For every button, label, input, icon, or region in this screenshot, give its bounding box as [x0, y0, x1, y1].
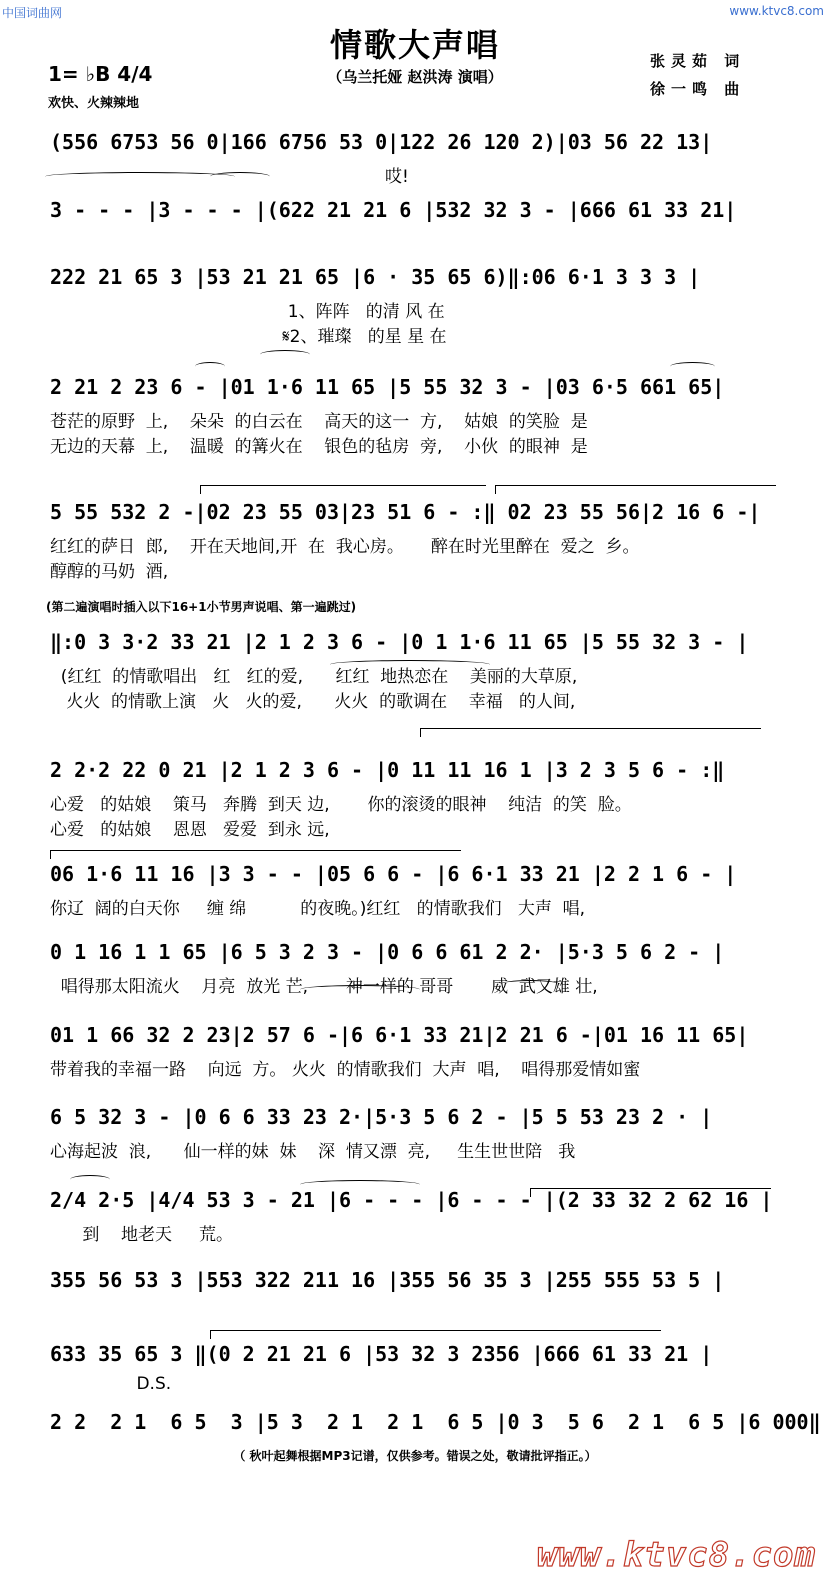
volta-bracket [210, 1330, 661, 1339]
notation-line: ‖:0 3 3·2 33 21 |2 1 2 3 6 - |0 1 1·6 11 65 |5 55 32 3 - | [50, 630, 749, 654]
slur-mark [70, 1175, 110, 1184]
lyric-line: 心爱 的姑娘 恩恩 爱爱 到永 远, [50, 820, 330, 840]
site-name-left[interactable]: 中国词曲网 [2, 6, 63, 20]
lyric-line: 哎! [50, 167, 409, 187]
slur-mark [195, 362, 225, 371]
slur-mark [300, 985, 420, 994]
volta-bracket [530, 1188, 771, 1197]
notation-line: 6 5 32 3 - |0 6 6 33 23 2·|5·3 5 6 2 - |5 5 53 23 2 · | [50, 1105, 713, 1129]
key-signature: 1= ♭B 4/4 [48, 62, 153, 86]
lyric-line: 1、阵阵 的清 风 在 [50, 302, 445, 322]
notation-line: 3 - - - |3 - - - |(622 21 21 6 |532 32 3 - |666 61 33 21| [50, 198, 737, 222]
lyric-line: D.S. [50, 1374, 172, 1394]
slur-mark [45, 172, 235, 181]
lyric-line: 苍茫的原野 上, 朵朵 的白云在 高天的这一 方, 姑娘 的笑脸 是 [50, 412, 588, 432]
watermark: www.ktvc8.com [536, 1535, 816, 1575]
notation-line: 2/4 2·5 |4/4 53 3 - 21 |6 - - - |6 - - - |(2 33 32 2 62 16 | [50, 1188, 773, 1212]
lyric-line: 唱得那太阳流火 月亮 放光 芒, 神一样的 哥哥 威 武又雄 壮, [50, 977, 598, 997]
notation-line: 355 56 53 3 |553 322 211 16 |355 56 35 3 |255 555 53 5 | [50, 1268, 725, 1292]
lyric-line: 心海起波 浪, 仙一样的妹 妹 深 情又漂 亮, 生生世世陪 我 [50, 1142, 576, 1162]
lyric-line: 无边的天幕 上, 温暖 的篝火在 银色的毡房 旁, 小伙 的眼神 是 [50, 437, 588, 457]
slur-mark [330, 660, 490, 669]
composer-credit: 徐一鸣 曲 [650, 80, 746, 98]
lyric-line: 红红的萨日 郎, 开在天地间,开 在 我心房。 醉在时光里醉在 爱之 乡。 [50, 537, 640, 557]
notation-line: 06 1·6 11 16 |3 3 - - |05 6 6 - |6 6·1 33 21 |2 2 1 6 - | [50, 862, 737, 886]
notation-line: 2 21 2 23 6 - |01 1·6 11 65 |5 55 32 3 - |03 6·5 661 65| [50, 375, 725, 399]
notation-line: 2 2 2 1 6 5 3 |5 3 2 1 2 1 6 5 |0 3 5 6 2 1 6 5 |6 000‖ [50, 1410, 821, 1434]
volta-bracket [50, 850, 461, 859]
slur-mark [210, 172, 270, 181]
lyricist-credit: 张灵茹 词 [650, 52, 746, 70]
notation-line: 0 1 16 1 1 65 |6 5 3 2 3 - |0 6 6 61 2 2· |5·3 5 6 2 - | [50, 940, 725, 964]
slur-mark [260, 350, 310, 359]
notation-line: 01 1 66 32 2 23|2 57 6 -|6 6·1 33 21|2 21 6 -|01 16 11 65| [50, 1023, 749, 1047]
lyric-line: 你辽 阔的白天你 缠 绵 的夜晚。)红红 的情歌我们 大声 唱, [50, 899, 586, 919]
lyric-line: 火火 的情歌上演 火 火的爱, 火火 的歌调在 幸福 的人间, [50, 692, 576, 712]
performers: （乌兰托娅 赵洪涛 演唱） [327, 68, 503, 86]
slur-mark [500, 980, 560, 989]
lyric-line: 醇醇的马奶 酒, [50, 562, 169, 582]
lyric-line: 带着我的幸福一路 向远 方。 火火 的情歌我们 大声 唱, 唱得那爱情如蜜 [50, 1060, 641, 1080]
song-title: 情歌大声唱 [329, 26, 500, 64]
volta-bracket [495, 485, 776, 494]
performance-note: (第二遍演唱时插入以下16+1小节男声说唱、第一遍跳过) [46, 600, 357, 614]
tempo-marking: 欢快、火辣辣地 [48, 96, 140, 111]
notation-line: (556 6753 56 0|166 6756 53 0|122 26 120 2)|03 56 22 13| [50, 130, 713, 154]
volta-bracket [420, 728, 761, 737]
volta-bracket [200, 485, 486, 494]
notation-line: 5 55 532 2 -|02 23 55 03|23 51 6 - :‖ 02 23 55 56|2 16 6 -| [50, 500, 761, 524]
slur-mark [670, 362, 715, 371]
lyric-line: 到 地老天 荒。 [50, 1225, 234, 1245]
notation-line: 222 21 65 3 |53 21 21 65 |6 · 35 65 6)‖:06 6·1 3 3 3 | [50, 265, 701, 289]
lyric-line: 心爱 的姑娘 策马 奔腾 到天 边, 你的滚烫的眼神 纯洁 的笑 脸。 [50, 795, 632, 815]
notation-line: 633 35 65 3 ‖(0 2 21 21 6 |53 32 3 2356 |666 61 33 21 | [50, 1342, 713, 1366]
lyric-line: (红红 的情歌唱出 红 红的爱, 红红 地热恋在 美丽的大草原, [50, 667, 578, 687]
lyric-line: 𝄋2、璀璨 的星 星 在 [50, 327, 447, 347]
site-name-right[interactable]: www.ktvc8.com [729, 4, 824, 18]
notation-line: 2 2·2 22 0 21 |2 1 2 3 6 - |0 11 11 16 1 |3 2 3 5 6 - :‖ [50, 758, 725, 782]
transcriber-note: （ 秋叶起舞根据MP3记谱，仅供参考。错误之处，敬请批评指正。） [233, 1449, 597, 1463]
slur-mark [300, 1180, 420, 1189]
